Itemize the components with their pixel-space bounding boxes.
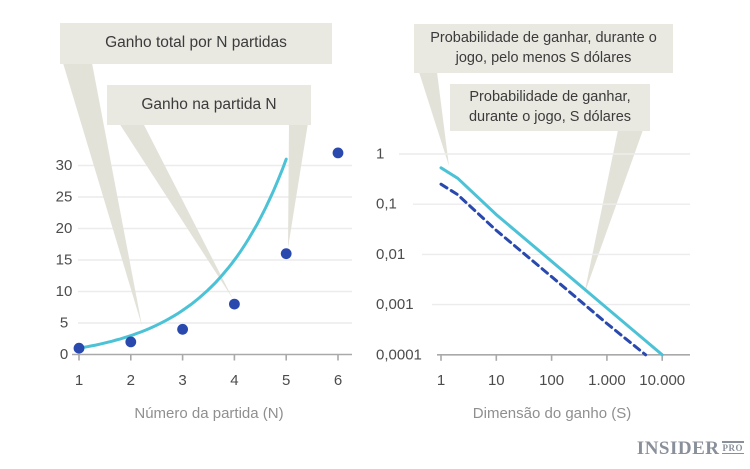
left-x-tick-label: 4 (230, 372, 239, 389)
right-x-axis-title: Dimensão do ganho (S) (472, 405, 632, 422)
callout-prob-at-least-label: Probabilidade de ganhar, durante o jogo, pelo menos S dólares (430, 30, 657, 66)
gain-data-point (74, 343, 85, 354)
logo-pro-text: PRO (722, 443, 743, 453)
callout-total-gain (60, 23, 332, 64)
probability-exact-line (441, 184, 646, 355)
left-x-tick-label: 6 (333, 372, 343, 389)
gain-data-point (229, 299, 240, 310)
right-x-tick-label: 1 (436, 372, 446, 389)
right-y-tick-label: 0,01 (376, 245, 406, 263)
left-y-tick-label: 0 (59, 346, 69, 363)
left-y-tick-label: 25 (55, 188, 73, 206)
left-x-tick-label: 1 (74, 372, 84, 389)
right-y-tick-label: 0,0001 (376, 346, 422, 364)
gain-data-point (125, 337, 136, 348)
callout-leader (584, 130, 643, 295)
left-x-tick-label: 2 (126, 372, 135, 389)
gain-data-point (281, 248, 292, 259)
probability-at-least-line (441, 168, 662, 355)
callout-prob-exact-label: Probabilidade de ganhar, durante o jogo, S dólares (468, 89, 632, 125)
callout-prob-exact (450, 84, 650, 131)
gain-data-point (333, 148, 344, 159)
left-x-axis-title: Número da partida (N) (134, 405, 284, 422)
callout-per-game-gain (107, 85, 311, 125)
left-x-tick-label: 5 (282, 372, 291, 389)
right-x-tick-label: 100 (539, 372, 565, 389)
insiderpro-logo (632, 438, 744, 460)
left-y-tick-label: 10 (55, 283, 73, 300)
callout-total-gain-label: Ganho total por N partidas (105, 34, 287, 52)
right-x-tick-label: 10 (487, 372, 505, 389)
right-x-tick-label: 1.000 (588, 372, 626, 389)
left-y-tick-label: 30 (55, 157, 73, 174)
callout-leader (119, 123, 233, 299)
left-y-tick-label: 20 (55, 220, 73, 237)
callout-leader (419, 72, 449, 166)
left-y-tick-label: 15 (55, 251, 73, 269)
callout-per-game-gain-label: Ganho na partida N (141, 95, 277, 113)
right-y-tick-label: 0,1 (376, 195, 397, 213)
left-y-tick-label: 5 (59, 314, 69, 332)
right-y-tick-label: 1 (376, 145, 385, 163)
logo-insider-text: INSIDER (636, 438, 720, 459)
callout-leader (288, 123, 308, 248)
gain-data-point (177, 324, 188, 335)
right-y-tick-label: 0,001 (376, 296, 414, 314)
left-x-tick-label: 3 (178, 372, 187, 389)
right-x-tick-label: 10.000 (639, 372, 686, 389)
callout-prob-at-least (414, 24, 673, 73)
